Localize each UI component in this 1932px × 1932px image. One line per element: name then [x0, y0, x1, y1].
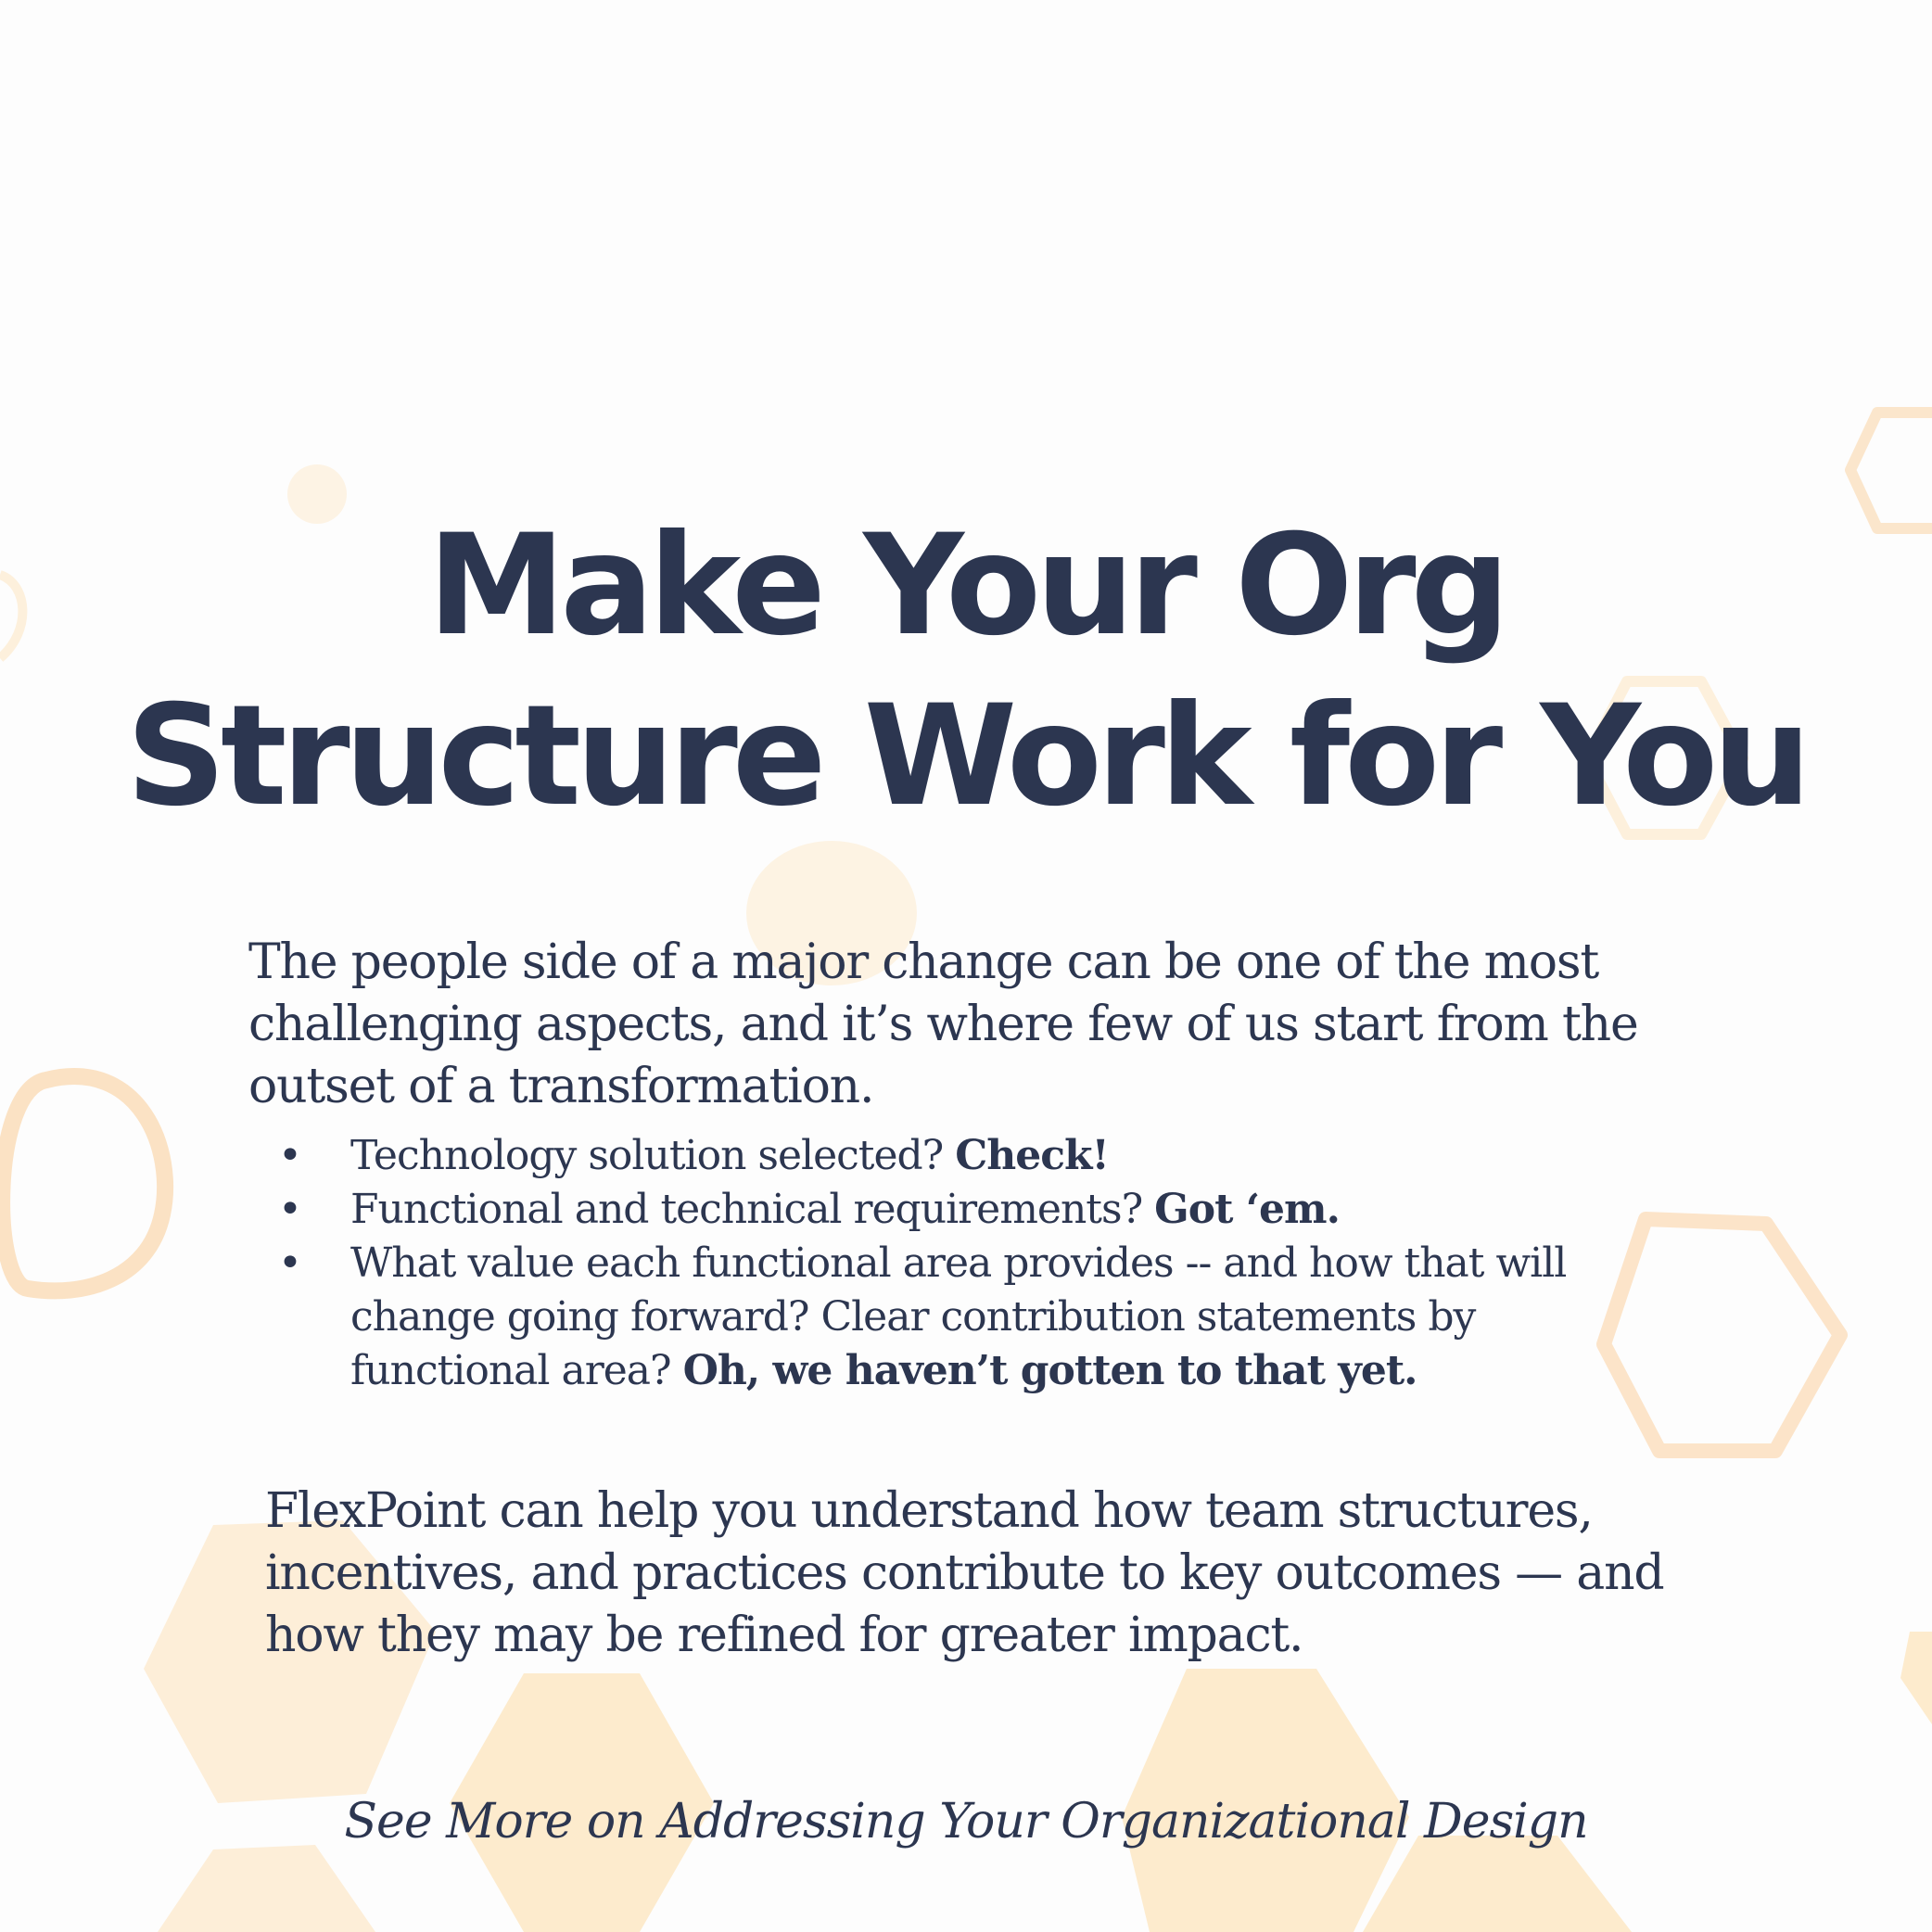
- list-item: [278, 1129, 1632, 1183]
- bullet-text: Functional and technical requirements?: [350, 1186, 1155, 1233]
- bullet-emphasis: Got ‘em.: [1154, 1186, 1340, 1233]
- bullet-dot-icon: •: [278, 1132, 301, 1179]
- title-line-2: Structure Work for You: [125, 676, 1807, 837]
- intro-paragraph: The people side of a major change can be one of the most challenging aspects, and it’s where few of us start from the outset of a transformation.: [248, 934, 1638, 1114]
- bullet-dot-icon: •: [278, 1239, 301, 1287]
- bullet-list: [278, 1129, 1632, 1398]
- title-line-1: Make Your Org: [427, 505, 1505, 667]
- bullet-dot-icon: •: [278, 1186, 301, 1233]
- bullet-emphasis: Oh, we haven’t gotten to that yet.: [682, 1347, 1417, 1394]
- bullet-text: What value each functional area provides -- and how that will change going forward? Clear contribution statements by functional area?: [350, 1239, 1567, 1394]
- list-item: [278, 1183, 1632, 1237]
- bullet-text: Technology solution selected?: [350, 1132, 956, 1179]
- see-more-link[interactable]: See More on Addressing Your Organizational Design: [344, 1794, 1588, 1849]
- page-title: [0, 501, 1932, 842]
- bullet-emphasis: Check!: [955, 1132, 1109, 1179]
- list-item: [278, 1237, 1632, 1398]
- closing-paragraph: FlexPoint can help you understand how team structures, incentives, and practices contribute to key outcomes — and how they may be refined for greater impact.: [265, 1483, 1664, 1663]
